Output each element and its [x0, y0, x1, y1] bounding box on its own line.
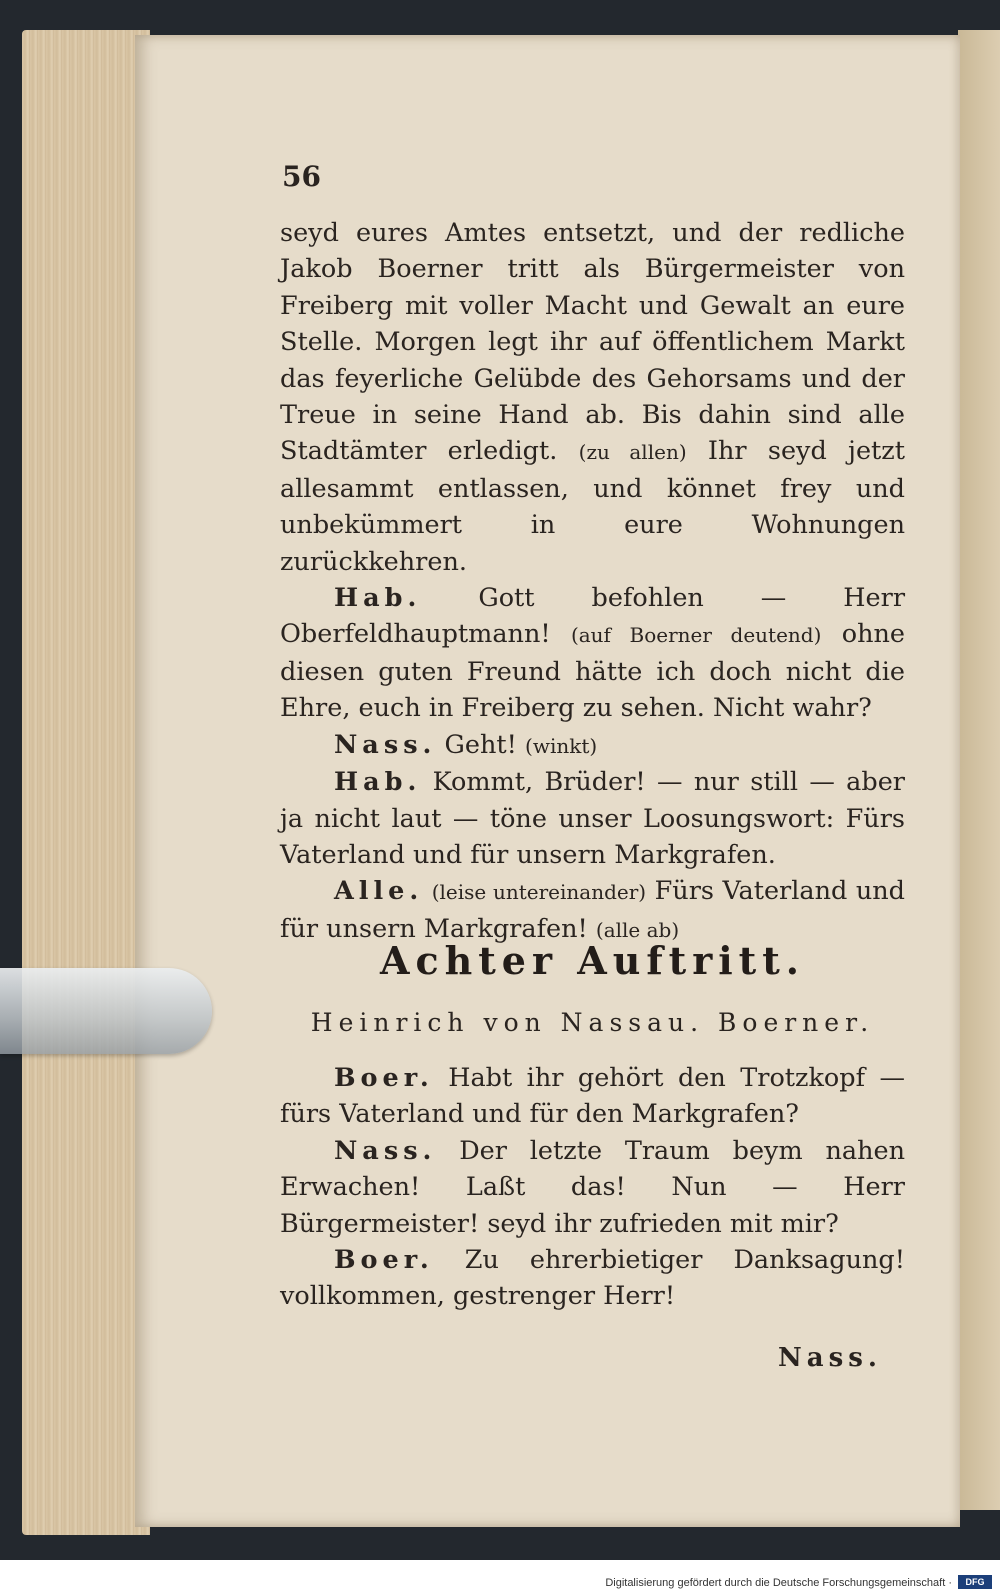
dfg-logo-icon: DFG — [958, 1575, 992, 1589]
speaker-name: Nass. — [334, 1135, 437, 1166]
page-holder-clip — [0, 968, 212, 1054]
speech-text: Zu ehrerbietiger Danksagung! vollkommen, gestrenger Herr! — [280, 1245, 906, 1312]
speaker-name: Hab. — [334, 583, 422, 614]
facing-page-edge — [958, 30, 1000, 1510]
paragraph-text: Ihr seyd jetzt allesammt entlassen, und könnet frey und unbekümmert in eure Wohnungen zurückkehren. — [280, 436, 905, 577]
speech — [280, 1060, 905, 1133]
speech-text: ohne diesen guten Freund hätte ich doch nicht die Ehre, euch in Freiberg zu sehen. Nicht wahr? — [280, 619, 906, 724]
paragraph-text: seyd eures Amtes entsetzt, und der redliche Jakob Boerner tritt als Bürgermeister von Freiberg mit voller Macht und Gewalt an eure Stelle. Morgen legt ihr auf öffentlichem Markt das feyerliche Gelübde des Gehorsams und der Treue in seine Hand ab. Bis dahin sind alle Stadtämter erledigt. — [280, 218, 905, 467]
speech — [280, 764, 905, 873]
catchword: Nass. — [778, 1343, 882, 1373]
speaker-name: Boer. — [334, 1245, 434, 1276]
speech — [280, 1133, 905, 1242]
scene-persons: Heinrich von Nassau. Boerner. — [310, 1008, 875, 1037]
funding-credit: Digitalisierung gefördert durch die Deutsche Forschungsgemeinschaft · — [605, 1577, 952, 1589]
text-block-upper — [280, 215, 905, 948]
speaker-name: Nass. — [334, 729, 437, 760]
speech — [280, 727, 905, 764]
speaker-name: Hab. — [334, 767, 422, 798]
speech — [280, 1242, 905, 1315]
speech — [280, 580, 905, 727]
speech-text: Habt ihr gehört den Trotzkopf — fürs Vaterland und für den Markgrafen? — [280, 1063, 905, 1130]
stage-direction: (zu allen) — [578, 440, 687, 465]
scene-heading: Achter Auftritt. — [379, 938, 806, 983]
speaker-name: Boer. — [334, 1063, 434, 1093]
speech-text: Der letzte Traum beym nahen Erwachen! Laßt das! Nun — Herr Bürgermeister! seyd ihr zufrieden mit mir? — [280, 1135, 906, 1239]
book-page-edges — [22, 30, 150, 1535]
page-number: 56 — [282, 160, 321, 193]
text-block-lower — [280, 1060, 905, 1315]
stage-direction: (alle ab) — [595, 917, 680, 942]
stage-direction: (auf Boerner deutend) — [570, 623, 822, 648]
speech-text: Kommt, Brüder! — nur still — aber ja nicht laut — töne unser Loosungswort: Fürs Vaterland und für unsern Markgrafen. — [280, 767, 905, 870]
footer-bar — [0, 1560, 1000, 1593]
speech — [280, 873, 905, 948]
speech-text: Geht! — [444, 729, 517, 760]
stage-direction: (winkt) — [525, 733, 598, 758]
stage-direction: (leise untereinander) — [431, 880, 647, 905]
speech-text: Fürs Vaterland und für unsern Markgrafen! — [280, 876, 905, 944]
speech-text: Gott befohlen — Herr Oberfeldhauptmann! — [280, 583, 906, 650]
speaker-name: Alle. — [334, 876, 424, 907]
